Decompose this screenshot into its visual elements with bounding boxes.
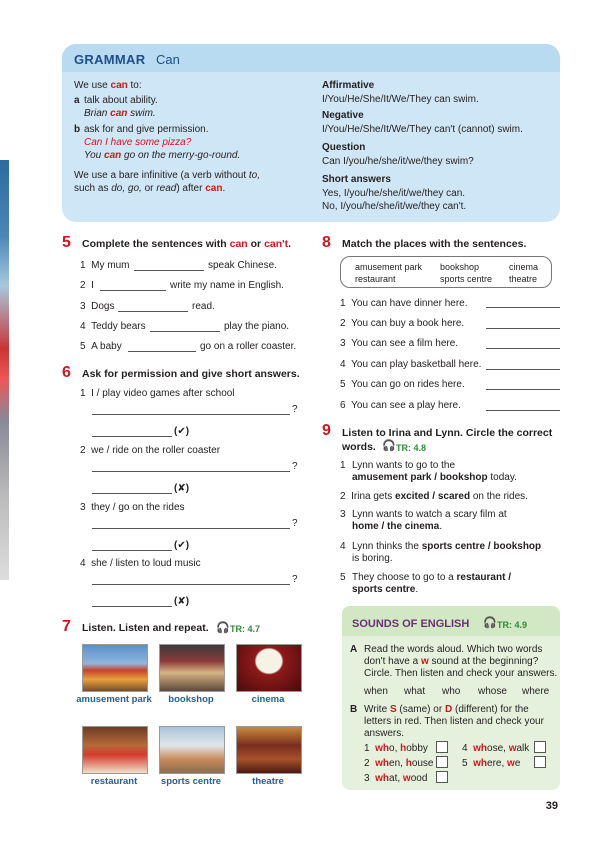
sounds-word-when[interactable]: when (364, 686, 388, 697)
ex8-word-1: amusement park (355, 262, 423, 272)
grammar-intro: We use can to: (74, 80, 142, 91)
ex5-item-5-end: go on a roller coaster. (200, 341, 297, 352)
ex6-item-1: 1 I / play video games after school (80, 388, 235, 399)
ex8-blank-2[interactable] (486, 328, 560, 329)
grammar-bare-line-2: such as do, go, or read) after can. (74, 183, 226, 194)
sounds-pair-3: 3 what, wood (364, 773, 428, 784)
sounds-pair-4: 4 whose, walk (462, 743, 530, 754)
ex9-instructions-2: words. (342, 441, 376, 453)
ex5-item-3-end: read. (192, 301, 215, 312)
label-cinema: cinema (251, 694, 285, 705)
sounds-b-line-2: letters in red. Then listen and check your (364, 716, 544, 727)
sounds-track: TR: 4.9 (497, 620, 528, 630)
sounds-a-line-2: don't have a w sound at the beginning? (364, 656, 539, 667)
label-theatre: theatre (252, 776, 284, 787)
grammar-b-label: b (74, 124, 81, 135)
grammar-a-example: Brian can swim. (84, 108, 156, 119)
ex8-blank-4[interactable] (486, 369, 560, 370)
ex6-qmark-4: ? (292, 574, 298, 585)
question-text: Can I/you/he/she/it/we/they swim? (322, 156, 474, 167)
headphones-icon[interactable]: 🎧 (483, 617, 497, 629)
ex8-item-5: 5 You can go on rides here. (340, 379, 465, 390)
sounds-checkbox-3[interactable] (436, 771, 448, 783)
sounds-pair-1: 1 who, hobby (364, 743, 428, 754)
sounds-word-whose[interactable]: whose (478, 686, 507, 697)
sounds-checkbox-5[interactable] (534, 756, 546, 768)
ex6-item-2: 2 we / ride on the roller coaster (80, 445, 221, 456)
cinema-photo (236, 644, 302, 692)
affirmative-text: I/You/He/She/It/We/They can swim. (322, 94, 479, 105)
sounds-b-line-3: answers. (364, 728, 405, 739)
ex5-item-5: 5 A baby (80, 341, 122, 352)
ex8-item-2: 2 You can buy a book here. (340, 318, 465, 329)
ex8-word-5: sports centre (440, 274, 493, 284)
affirmative-heading: Affirmative (322, 80, 375, 91)
edge-photo-strip (0, 160, 9, 580)
negative-text: I/You/He/She/It/We/They can't (cannot) swim. (322, 124, 523, 135)
negative-heading: Negative (322, 110, 364, 121)
ex5-instructions: Complete the sentences with can or can't. (82, 238, 292, 250)
amusement-park-photo (82, 644, 148, 692)
ex9-item-3-num: 3 (340, 509, 346, 520)
ex6-qmark-3: ? (292, 518, 298, 529)
short-answer-yes: Yes, I/you/he/she/it/we/they can. (322, 188, 466, 199)
ex6-answer-line-2[interactable] (92, 493, 172, 494)
sounds-b-line-1: Write S (same) or D (different) for the (364, 704, 529, 715)
ex8-item-6: 6 You can see a play here. (340, 400, 461, 411)
ex9-track: TR: 4.8 (396, 443, 427, 453)
sounds-a-line-3: Circle. Then listen and check your answers. (364, 668, 558, 679)
headphones-icon[interactable]: 🎧 (382, 440, 396, 452)
ex9-item-4-b: is boring. (352, 553, 393, 564)
ex5-item-2-end: write my name in English. (170, 280, 284, 291)
ex9-item-1-b: amusement park / bookshop today. (352, 472, 517, 483)
label-restaurant: restaurant (90, 776, 138, 787)
ex6-answer-line-3[interactable] (92, 550, 172, 551)
grammar-subtitle: Can (156, 52, 180, 67)
ex5-number: 5 (62, 234, 71, 251)
sounds-checkbox-4[interactable] (534, 741, 546, 753)
ex6-answer-line-4[interactable] (92, 606, 172, 607)
ex5-item-3: 3 Dogs (80, 301, 115, 312)
ex5-item-1: 1 My mum (80, 260, 130, 271)
ex9-item-1-a: Lynn wants to go to the (352, 460, 456, 471)
ex6-item-4: 4 she / listen to loud music (80, 558, 201, 569)
ex9-item-3-b: home / the cinema. (352, 521, 443, 532)
sounds-word-where[interactable]: where (522, 686, 550, 697)
ex8-word-2: bookshop (440, 262, 480, 272)
ex9-item-5-b: sports centre. (352, 584, 419, 595)
ex5-item-4: 4 Teddy bears (80, 321, 146, 332)
ex5-item-4-end: play the piano. (224, 321, 290, 332)
ex6-qmark-2: ? (292, 461, 298, 472)
short-answer-no: No, I/you/he/she/it/we/they can't. (322, 201, 467, 212)
grammar-bare-line-1: We use a bare infinitive (a verb without to, (74, 170, 261, 181)
ex9-item-3-a: Lynn wants to watch a scary film at (352, 509, 507, 520)
ex9-item-5-num: 5 (340, 572, 346, 583)
sounds-a-line-1: Read the words aloud. Which two words (364, 644, 543, 655)
grammar-a-label: a (74, 95, 80, 106)
short-answers-heading: Short answers (322, 174, 391, 185)
ex8-blank-1[interactable] (486, 307, 560, 308)
ex6-question-line-3[interactable] (92, 528, 290, 529)
page-number: 39 (545, 800, 558, 812)
sounds-pair-2: 2 when, house (364, 758, 434, 769)
ex5-item-2: 2 I (80, 280, 94, 291)
sounds-checkbox-1[interactable] (436, 741, 448, 753)
ex6-number: 6 (62, 364, 71, 381)
sounds-a-label: A (350, 644, 358, 655)
ex6-qmark-1: ? (292, 404, 298, 415)
sounds-word-what[interactable]: what (404, 686, 426, 697)
ex5-blank-2[interactable] (100, 290, 166, 291)
ex5-blank-1[interactable] (134, 270, 204, 271)
ex6-mark-2: (✘) (174, 483, 190, 494)
ex7-number: 7 (62, 618, 71, 635)
ex6-question-line-2[interactable] (92, 471, 290, 472)
ex6-mark-3: (✔) (174, 540, 190, 551)
ex6-item-3: 3 they / go on the rides (80, 502, 185, 513)
sounds-title: SOUNDS OF ENGLISH (352, 618, 470, 630)
ex8-number: 8 (322, 234, 331, 251)
ex8-word-3: cinema (509, 262, 539, 272)
ex9-item-4-num: 4 (340, 541, 346, 552)
ex5-item-1-end: speak Chinese. (208, 260, 277, 271)
ex5-blank-3[interactable] (118, 311, 188, 312)
ex9-item-2: 2 Irina gets excited / scared on the rides. (340, 491, 528, 502)
grammar-a-text: talk about ability. (84, 95, 158, 106)
label-sports-centre: sports centre (160, 776, 222, 787)
ex6-mark-1: (✔) (174, 426, 190, 437)
ex8-item-4: 4 You can play basketball here. (340, 359, 482, 370)
grammar-title: GRAMMAR (74, 52, 146, 67)
ex6-instructions: Ask for permission and give short answers. (82, 368, 300, 380)
bookshop-photo (159, 644, 225, 692)
grammar-b-text: ask for and give permission. (84, 124, 209, 135)
ex6-question-line-4[interactable] (92, 584, 290, 585)
ex6-question-line-1[interactable] (92, 414, 290, 415)
ex8-blank-3[interactable] (486, 348, 560, 349)
ex5-blank-4[interactable] (150, 331, 220, 332)
grammar-b-example-1: Can I have some pizza? (84, 137, 192, 148)
ex8-item-1: 1 You can have dinner here. (340, 298, 468, 309)
label-amusement-park: amusement park (76, 694, 152, 705)
ex9-item-4-a: Lynn thinks the sports centre / bookshop (352, 541, 542, 552)
ex6-mark-4: (✘) (174, 596, 190, 607)
sports-centre-photo (159, 726, 225, 774)
theatre-photo (236, 726, 302, 774)
sounds-pair-5: 5 where, we (462, 758, 521, 769)
ex9-number: 9 (322, 422, 331, 439)
headphones-icon[interactable]: 🎧 (216, 622, 230, 634)
sounds-word-who[interactable]: who (442, 686, 461, 697)
sounds-b-label: B (350, 704, 358, 715)
ex8-item-3: 3 You can see a film here. (340, 338, 459, 349)
ex6-answer-line-1[interactable] (92, 436, 172, 437)
ex8-blank-5[interactable] (486, 389, 560, 390)
question-heading: Question (322, 142, 366, 153)
sounds-checkbox-2[interactable] (436, 756, 448, 768)
ex9-instructions-1: Listen to Irina and Lynn. Circle the correct (342, 427, 553, 439)
ex8-word-4: restaurant (355, 274, 396, 284)
ex8-blank-6[interactable] (486, 410, 560, 411)
label-bookshop: bookshop (168, 694, 214, 705)
ex8-word-6: theatre (509, 274, 538, 284)
ex7-instructions: Listen. Listen and repeat. (82, 622, 209, 634)
ex7-track: TR: 4.7 (230, 624, 261, 634)
ex9-item-1-num: 1 (340, 460, 346, 471)
ex5-blank-5[interactable] (128, 351, 196, 352)
restaurant-photo (82, 726, 148, 774)
grammar-b-example-2: You can go on the merry-go-round. (84, 150, 241, 161)
ex9-item-5-a: They choose to go to a restaurant / (352, 572, 511, 583)
ex8-instructions: Match the places with the sentences. (342, 238, 527, 250)
